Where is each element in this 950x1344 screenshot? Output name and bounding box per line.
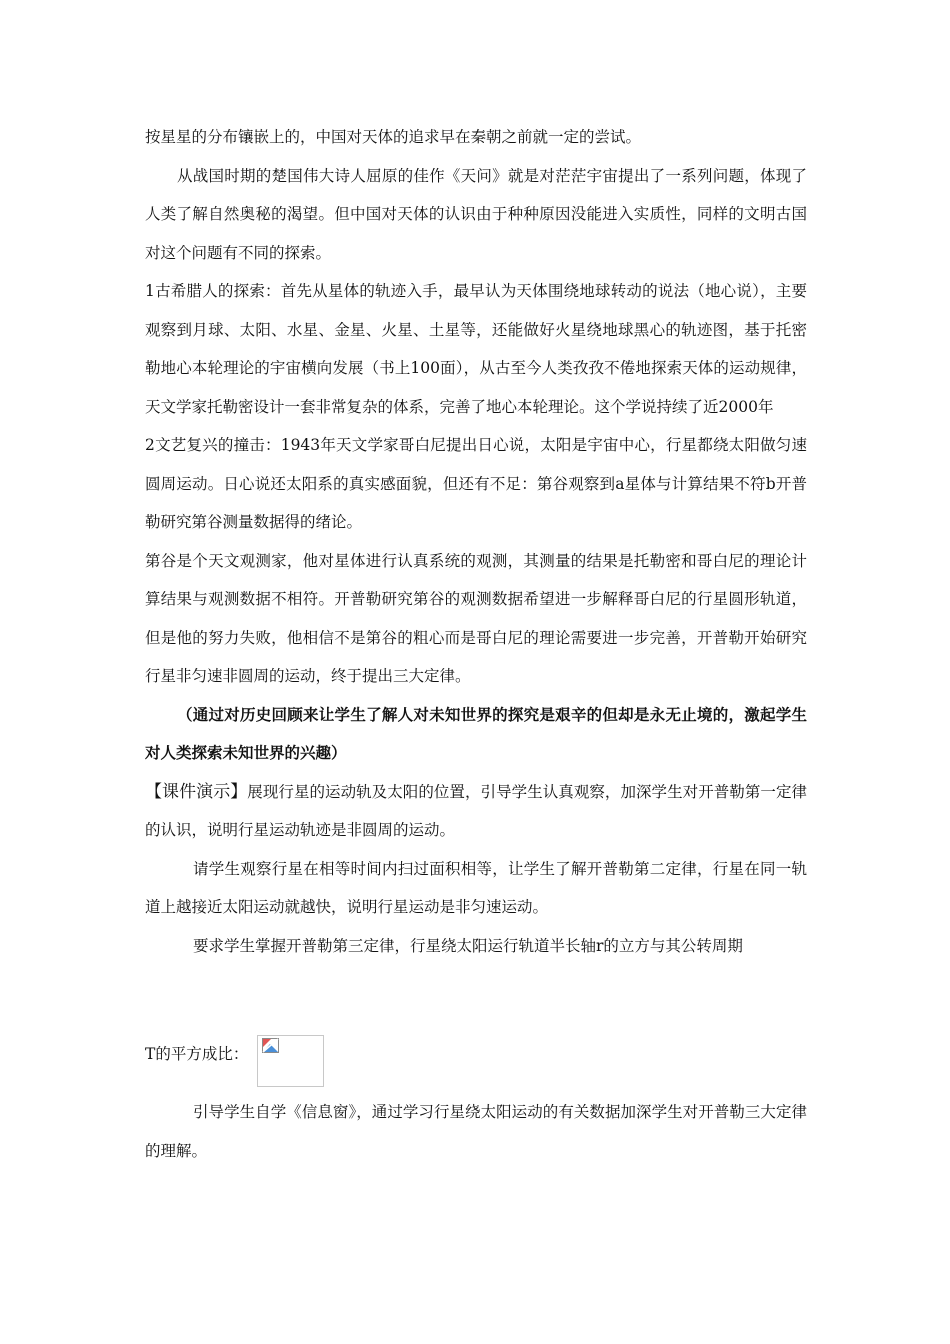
paragraph-greek: 1古希腊人的探索：首先从星体的轨迹入手，最早认为天体围绕地球转动的说法（地心说），主要观察到月球、太阳、水星、金星、火星、土星等，还能做好火星绕地球黑心的轨迹图，基于托密勒地心本轮理论的宇宙横向发展（书上100面），从古至今人类孜孜不倦地探索天体的运动规律，天文学家托勒密设计一套非常复杂的体系，完善了地心本轮理论。这个学说持续了近2000年 — [145, 282, 807, 416]
paragraph-second-law: 请学生观察行星在相等时间内扫过面积相等，让学生了解开普勒第二定律，行星在同一轨道上越接近太阳运动就越快，说明行星运动是非匀速运动。 — [145, 859, 807, 916]
paragraph-1: 按星星的分布镶嵌上的，中国对天体的追求早在秦朝之前就一定的尝试。 — [145, 128, 642, 146]
formula-lead-text: T的平方成比： — [145, 1045, 249, 1063]
document-page — [145, 118, 807, 1170]
paragraph-third-law: 要求学生掌握开普勒第三定律，行星绕太阳运行轨道半长轴r的立方与其公转周期 — [193, 936, 743, 955]
broken-image-icon — [262, 1038, 279, 1053]
paragraph-renaissance: 2文艺复兴的撞击：1943年天文学家哥白尼提出日心说，太阳是宇宙中心，行星都绕太阳做匀速圆周运动。日心说还太阳系的真实感面貌，但还有不足：第谷观察到a星体与计算结果不符b开普勒研究第谷测量数据得的绪论。 — [145, 436, 807, 531]
paragraph-tycho: 第谷是个天文观测家，他对星体进行认真系统的观测，其测量的结果是托勒密和哥白尼的理论计算结果与观测数据不相符。开普勒研究第谷的观测数据希望进一步解释哥白尼的行星圆形轨道，但是他的努力失败，他相信不是第谷的粗心而是哥白尼的理论需要进一步完善，开普勒开始研究行星非匀速非圆周的运动，终于提出三大定律。 — [145, 551, 807, 685]
demo-text: 展现行星的运动轨及太阳的位置，引导学生认真观察，加深学生对开普勒第一定律的认识，说明行星运动轨迹是非圆周的运动。 — [145, 782, 807, 839]
formula-line — [145, 965, 807, 1083]
paragraph-demo — [145, 773, 807, 850]
demo-tag: 【课件演示】 — [145, 781, 248, 802]
broken-image-placeholder — [257, 1035, 324, 1087]
paragraph-info-window: 引导学生自学《信息窗》，通过学习行星绕太阳运动的有关数据加深学生对开普勒三大定律的理解。 — [145, 1103, 807, 1160]
paragraph-2: 从战国时期的楚国伟大诗人屈原的佳作《天问》就是对茫茫宇宙提出了一系列问题，体现了人类了解自然奥秘的渴望。但中国对天体的认识由于种种原因没能进入实质性，同样的文明古国对这个问题有不同的探索。 — [145, 166, 807, 262]
paragraph-bold-note: （通过对历史回顾来让学生了解人对未知世界的探究是艰辛的但却是永无止境的，激起学生对人类探索未知世界的兴趣） — [145, 704, 807, 762]
